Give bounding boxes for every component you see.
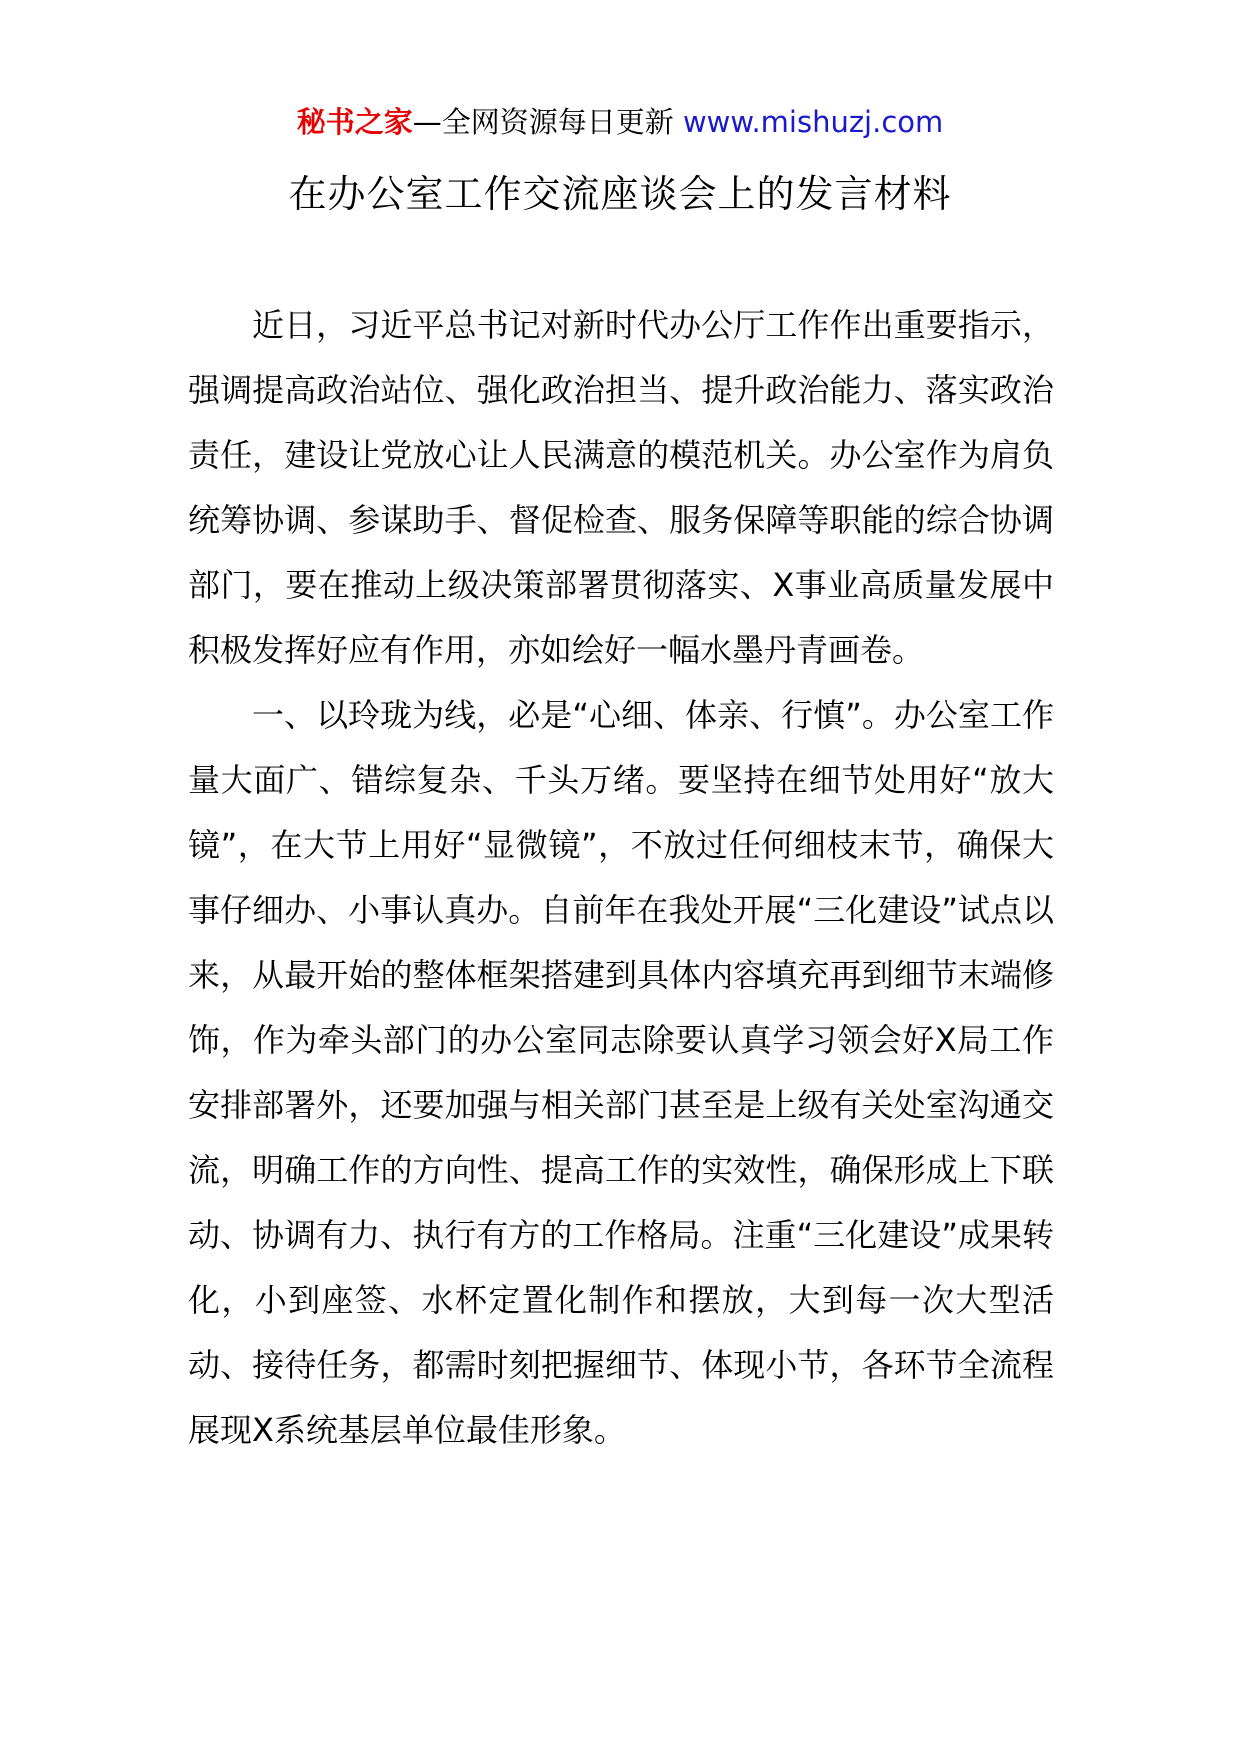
site-url-link[interactable]: www.mishuzj.com (682, 105, 944, 139)
site-brand: 秘书之家 (296, 105, 413, 139)
document-title: 在办公室工作交流座谈会上的发言材料 (288, 172, 952, 216)
paragraph-intro: 近日，习近平总书记对新时代办公厅工作作出重要指示，强调提高政治站位、强化政治担当、提升政治能力、落实政治责任，建设让党放心让人民满意的模范机关。办公室作为肩负统筹协调、参谋助手、督促检查、服务保障等职能的综合协调部门，要在推动上级决策部署贯彻落实、X事业高质量发展中积极发挥好应有作用，亦如绘好一幅水墨丹青画卷。 (188, 306, 1054, 669)
document-body (188, 293, 1054, 1463)
site-header (0, 100, 1240, 144)
site-tagline: —全网资源每日更新 (412, 105, 683, 139)
paragraph-section-one: 一、以玲珑为线，必是“心细、体亲、行慎”。办公室工作量大面广、错综复杂、千头万绪。要坚持在细节处用好“放大镜”，在大节上用好“显微镜”，不放过任何细枝末节，确保大事仔细办、小事认真办。自前年在我处开展“三化建设”试点以来，从最开始的整体框架搭建到具体内容填充再到细节末端修饰，作为牵头部门的办公室同志除要认真学习领会好X局工作安排部署外，还要加强与相关部门甚至是上级有关处室沟通交流，明确工作的方向性、提高工作的实效性，确保形成上下联动、协调有力、执行有方的工作格局。注重“三化建设”成果转化，小到座签、水杯定置化制作和摆放，大到每一次大型活动、接待任务，都需时刻把握细节、体现小节，各环节全流程展现X系统基层单位最佳形象。 (188, 696, 1054, 1449)
